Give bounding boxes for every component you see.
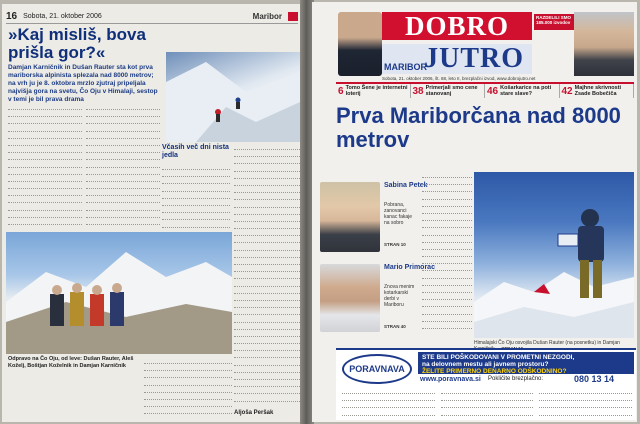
teaser-text: Majhne skrivnosti Zsade Bobečiča [574,85,622,97]
ad-banner-line1: STE BILI POŠKODOVANI V PROMETNI NEZGODI, [422,354,575,361]
left-page [2,4,302,422]
portrait-mario [320,264,380,332]
summit-caption-text: Himalajski Čo Oju osvojila Dušan Rauter (na posnetku) in Damjan [474,340,620,346]
body-column-2 [86,104,160,228]
teaser-page: 38 [412,85,424,97]
person1-page: STRAN 10 [384,242,406,247]
team-photo-caption: Odpravo na Čo Oju, od leve: Dušan Rauter, Aleš Koželj, Boštjan Koželnik in Damjan Karničnik [8,356,134,369]
masthead [338,6,636,84]
teaser-item[interactable] [485,84,560,98]
subheading: Včasih več dni nista jedla [162,144,229,159]
article-headline: »Kaj misliš, bova prišla gor?« [8,25,146,62]
poravnava-ad[interactable] [336,348,636,420]
body-column-5 [144,358,232,418]
circulation-badge: RAZDELILI SMO 185.000 izvodov [534,14,580,30]
teaser-item[interactable] [336,84,411,98]
teaser-item[interactable] [411,84,486,98]
teaser-page: 42 [561,85,573,97]
person2-desc: Znova menim kotarkarski derbi v Mariboru [384,284,415,308]
section-label: Maribor [252,12,282,21]
page-header [6,10,298,24]
section-marker-icon [288,12,298,21]
teaser-text: Tomo Šene je internetni loterij [345,85,408,97]
person2-name: Mario Primorac [384,264,435,271]
body-column-4 [234,144,300,414]
person1-desc: Pobrana, zanovanci kanac fakaje na sobro [384,202,413,226]
portrait-sabina [320,182,380,252]
poravnava-logo: PORAVNAVA [342,354,412,384]
ad-addresses [342,388,632,417]
masthead-portrait-right [574,12,634,76]
ad-banner-line3: ŽELITE PRIMERNO DENARNO ODŠKODNINO? [422,368,567,375]
right-page [312,2,637,422]
dateline: Sobota, 21. oktober 2006, št. 88, leto II, brezplačni izvod, www.dobrojutro.net [382,76,536,81]
person1-name: Sabina Petek [384,182,428,189]
climbers-slope-photo [166,52,300,142]
teaser-strip [336,82,634,98]
expedition-team-photo [6,232,232,354]
teaser-text: Primerjali smo cene stanovanj [425,85,478,97]
logo-city: MARIBOR [384,62,427,72]
ad-banner [418,352,634,374]
logo-dobro: DOBRO [382,12,532,40]
teaser-page: 46 [487,85,499,97]
teaser-item[interactable] [560,84,635,98]
ad-call-label: Pokličite brezplačno: [488,376,544,382]
front-body-column [422,172,472,338]
ad-website-link[interactable]: www.poravnava.si [420,376,481,383]
climber-summit-photo [474,172,634,338]
front-page-headline: Prva Mariborčana nad 8000 metrov [336,103,621,152]
article-author: Aljoša Peršak [234,410,274,416]
body-column-3 [162,164,230,230]
page-number: 16 [6,11,18,22]
ad-phone-number[interactable]: 080 13 14 [574,374,615,384]
ad-banner-line2: na delovnem mestu ali javnem prostoru? [422,361,549,368]
page-date: Sobota, 21. oktober 2006 [23,13,102,20]
teaser-text: Košarkarice na poti stare slave? [500,85,552,97]
person2-page: STRAN 40 [384,324,406,329]
logo-jutro: JUTRO [382,44,532,74]
article-lead: Damjan Karničnik in Dušan Rauter sta kot prva mariborska alpinista splezala nad 8000 metrov; na vrh ju je 8. oktobra mrzlo zjutraj pripeljala najvišja gora na svetu, Čo Oju v Himalaji, sestop v temi je bil prava drama [8,64,158,103]
masthead-portrait-left [338,12,382,76]
teaser-page: 6 [338,85,344,97]
body-column-1 [8,104,82,228]
